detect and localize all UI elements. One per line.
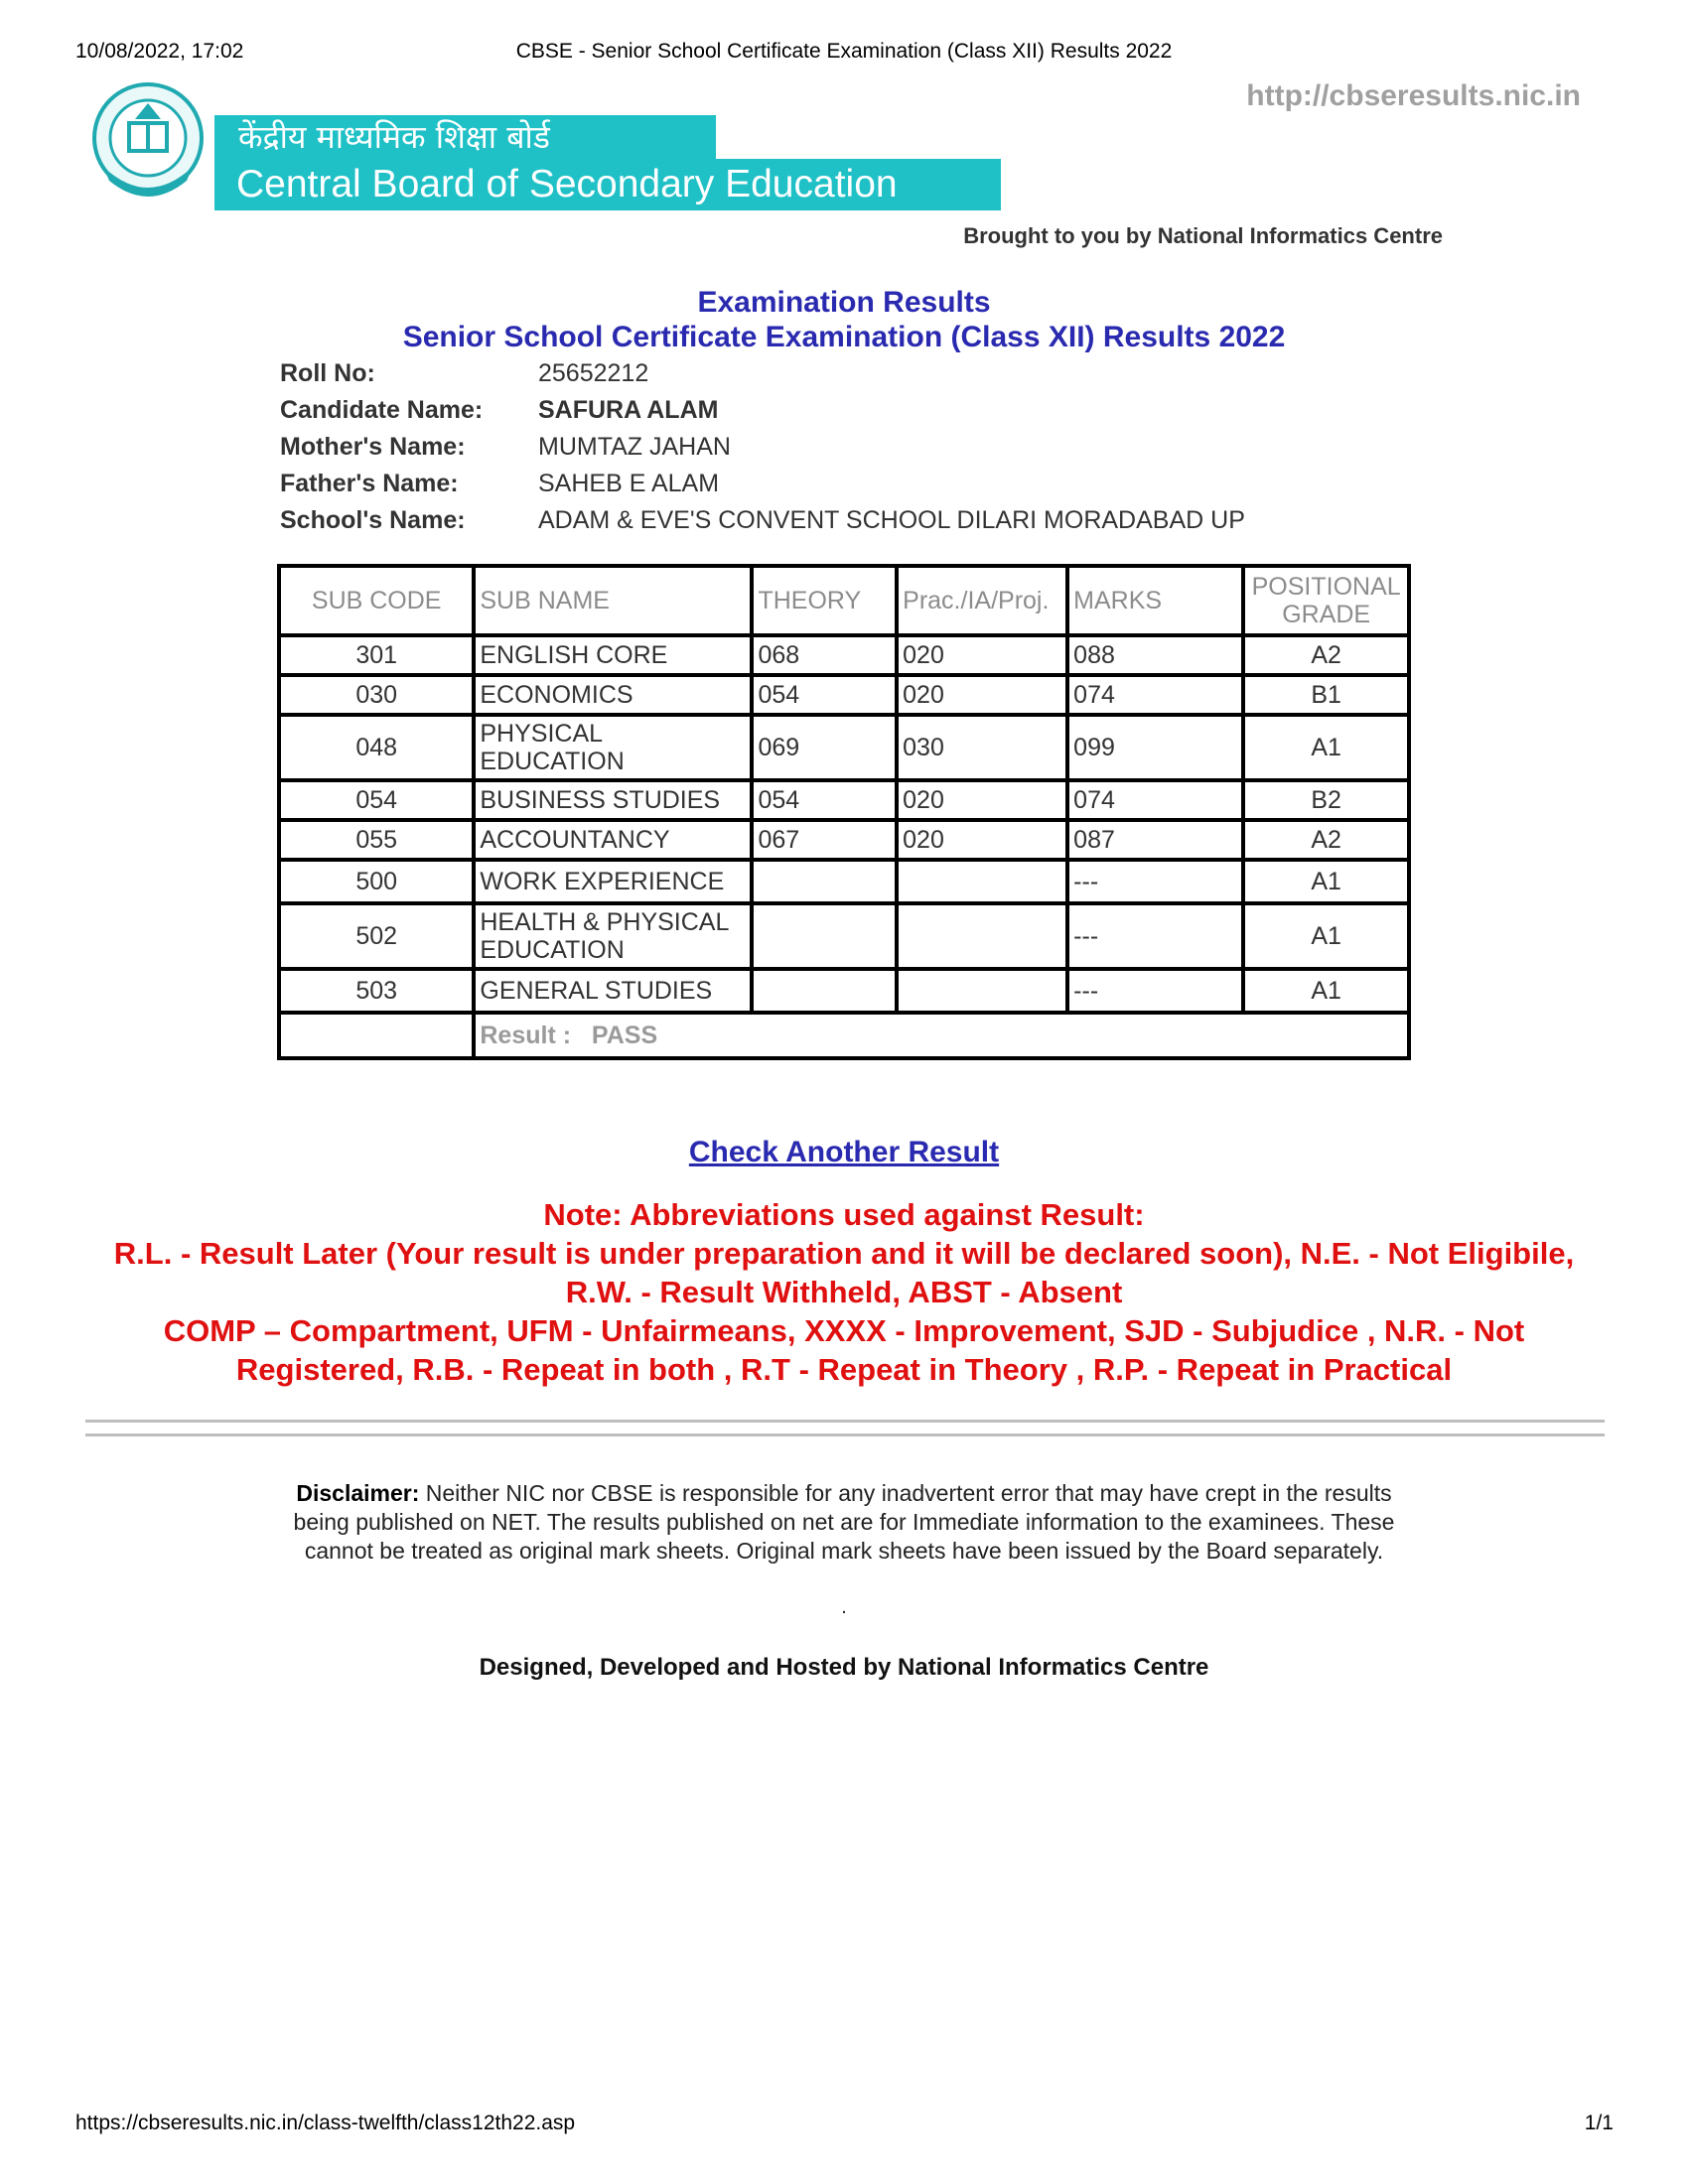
divider: [85, 1433, 1605, 1436]
table-row: [279, 969, 1409, 1013]
header-positional-grade: [1243, 566, 1409, 635]
prac-cell: 020: [897, 635, 1067, 675]
cbse-emblem-logo: [91, 81, 205, 205]
print-datetime: 10/08/2022, 17:02: [75, 40, 244, 63]
table-row: [279, 715, 1409, 780]
grade-cell: A2: [1243, 820, 1409, 860]
candidate-name-value: SAFURA ALAM: [538, 396, 719, 424]
grade-cell: A2: [1243, 635, 1409, 675]
header-sub-code: SUB CODE: [279, 566, 474, 635]
result-label: Result :: [480, 1021, 572, 1049]
table-row: [279, 675, 1409, 715]
sub-code-cell: 502: [279, 903, 474, 969]
result-row: [279, 1013, 1409, 1058]
theory-cell: 067: [752, 820, 897, 860]
marks-cell: ---: [1067, 903, 1243, 969]
print-url: https://cbseresults.nic.in/class-twelfth/class12th22.asp: [75, 2112, 576, 2134]
candidate-name-label: Candidate Name:: [280, 396, 484, 424]
page-subtitle: Senior School Certificate Examination (Class XII) Results 2022: [402, 321, 1286, 353]
sub-code-cell: 500: [279, 860, 474, 903]
sub-name-cell: ECONOMICS: [474, 675, 752, 715]
result-status: [474, 1013, 1409, 1058]
table-row: [279, 635, 1409, 675]
mother-name-value: MUMTAZ JAHAN: [538, 433, 731, 461]
note-line: R.W. - Result Withheld, ABST - Absent: [565, 1275, 1123, 1309]
theory-cell: [752, 903, 897, 969]
print-page-title: CBSE - Senior School Certificate Examination (Class XII) Results 2022: [515, 40, 1173, 63]
theory-cell: 054: [752, 780, 897, 820]
theory-cell: [752, 969, 897, 1013]
prac-cell: [897, 903, 1067, 969]
father-name-label: Father's Name:: [280, 470, 459, 497]
theory-cell: 069: [752, 715, 897, 780]
header-prac: Prac./IA/Proj.: [897, 566, 1067, 635]
marks-cell: 088: [1067, 635, 1243, 675]
grade-cell: A1: [1243, 969, 1409, 1013]
marks-cell: 074: [1067, 780, 1243, 820]
designed-by-text: Designed, Developed and Hosted by National Informatics Centre: [479, 1654, 1209, 1681]
marks-cell: 074: [1067, 675, 1243, 715]
marks-cell: 099: [1067, 715, 1243, 780]
sub-name-cell: GENERAL STUDIES: [474, 969, 752, 1013]
marks-cell: ---: [1067, 860, 1243, 903]
abbreviations-note: [60, 1195, 1628, 1389]
prac-cell: 020: [897, 780, 1067, 820]
table-header-row: [279, 566, 1409, 635]
sub-name-cell: ENGLISH CORE: [474, 635, 752, 675]
note-line: Note: Abbreviations used against Result:: [543, 1197, 1145, 1232]
theory-cell: 054: [752, 675, 897, 715]
grade-cell: B2: [1243, 780, 1409, 820]
sub-code-cell: 503: [279, 969, 474, 1013]
header-grade-line2: GRADE: [1282, 601, 1371, 628]
sub-code-cell: 048: [279, 715, 474, 780]
sub-name-cell: HEALTH & PHYSICAL EDUCATION: [474, 903, 752, 969]
sub-code-cell: 054: [279, 780, 474, 820]
marks-cell: 087: [1067, 820, 1243, 860]
sub-name-cell: WORK EXPERIENCE: [474, 860, 752, 903]
prac-cell: 020: [897, 820, 1067, 860]
grade-cell: A1: [1243, 860, 1409, 903]
brought-by-text: Brought to you by National Informatics Centre: [963, 223, 1443, 248]
check-another-result-link[interactable]: Check Another Result: [688, 1136, 1000, 1168]
header-marks: MARKS: [1067, 566, 1243, 635]
header-sub-name: SUB NAME: [474, 566, 752, 635]
theory-cell: [752, 860, 897, 903]
note-line: COMP – Compartment, UFM - Unfairmeans, XXXX - Improvement, SJD - Subjudice , N.R. - Not: [163, 1313, 1525, 1348]
school-name-label: School's Name:: [280, 506, 466, 534]
mother-name-label: Mother's Name:: [280, 433, 466, 461]
sub-code-cell: 301: [279, 635, 474, 675]
sub-name-cell: PHYSICAL EDUCATION: [474, 715, 752, 780]
note-line: R.L. - Result Later (Your result is under preparation and it will be declared soon), N.E. - Not Eligibile,: [113, 1236, 1575, 1271]
school-name-value: ADAM & EVE'S CONVENT SCHOOL DILARI MORADABAD UP: [538, 506, 1245, 534]
check-another-result: [0, 1136, 1688, 1169]
grade-cell: B1: [1243, 675, 1409, 715]
result-empty-cell: [279, 1013, 474, 1058]
table-row: [279, 860, 1409, 903]
disclaimer-text: Neither NIC nor CBSE is responsible for any inadvertent error that may have crept in the results being published on NET. The results published on net are for Immediate information to the examinees. These cannot be treated as original mark sheets. Original mark sheets have been issued by the Board separately.: [293, 1480, 1395, 1564]
header-grade-line1: POSITIONAL: [1251, 573, 1401, 601]
sub-code-cell: 055: [279, 820, 474, 860]
disclaimer: [278, 1479, 1410, 1566]
candidate-info: [280, 355, 1245, 539]
disclaimer-label: Disclaimer:: [296, 1480, 420, 1506]
divider: [85, 1420, 1605, 1423]
grade-cell: A1: [1243, 903, 1409, 969]
table-row: [279, 903, 1409, 969]
roll-label: Roll No:: [280, 359, 375, 387]
note-line: Registered, R.B. - Repeat in both , R.T - Repeat in Theory , R.P. - Repeat in Practical: [235, 1352, 1453, 1387]
sub-name-cell: ACCOUNTANCY: [474, 820, 752, 860]
sub-code-cell: 030: [279, 675, 474, 715]
marks-cell: ---: [1067, 969, 1243, 1013]
page-title: Examination Results: [697, 286, 991, 319]
roll-value: 25652212: [538, 359, 649, 387]
site-url[interactable]: http://cbseresults.nic.in: [1246, 79, 1581, 112]
prac-cell: 030: [897, 715, 1067, 780]
prac-cell: [897, 860, 1067, 903]
disclaimer-dot: .: [841, 1596, 847, 1618]
prac-cell: [897, 969, 1067, 1013]
result-value: PASS: [591, 1021, 658, 1049]
father-name-value: SAHEB E ALAM: [538, 470, 720, 497]
theory-cell: 068: [752, 635, 897, 675]
table-row: [279, 820, 1409, 860]
marks-table: [277, 564, 1411, 1060]
header-theory: THEORY: [752, 566, 897, 635]
grade-cell: A1: [1243, 715, 1409, 780]
print-page-number: 1/1: [1584, 2112, 1614, 2134]
board-name-english: Central Board of Secondary Education: [214, 159, 1001, 210]
prac-cell: 020: [897, 675, 1067, 715]
board-name-hindi: केंद्रीय माध्यमिक शिक्षा बोर्ड: [214, 115, 716, 159]
table-row: [279, 780, 1409, 820]
sub-name-cell: BUSINESS STUDIES: [474, 780, 752, 820]
